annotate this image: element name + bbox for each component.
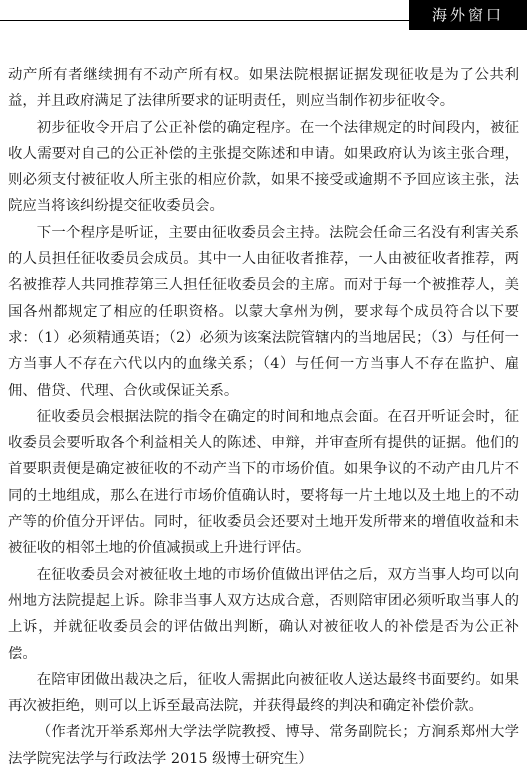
article-paragraph: 在陪审团做出裁决之后，征收人需据此向被征收人送达最终书面要约。如果再次被拒绝，则可以上诉至最高法院，并获得最终的判决和确定补偿价款。 (8, 671, 519, 715)
article-paragraph: 初步征收令开启了公正补偿的确定程序。在一个法律规定的时间段内，被征收人需要对自己的公正补偿的主张提交陈述和申请。如果政府认为该主张合理，则必须支付被征收人所主张的相应价款，如果不接受或逾期不予回应该主张，法院应当将该纠纷提交征收委员会。 (8, 119, 519, 215)
article-body (8, 62, 519, 772)
article-paragraph: 动产所有者继续拥有不动产所有权。如果法院根据证据发现征收是为了公共利益，并且政府满足了法律所要求的证明责任，则应当制作初步征收令。 (8, 67, 519, 110)
article-paragraph: 在征收委员会对被征收土地的市场价值做出评估之后，双方当事人均可以向州地方法院提起上诉。除非当事人双方达成合意，否则陪审团必须听取当事人的上诉，并就征收委员会的评估做出判断，确认对被征收人的补偿是否为公正补偿。 (8, 566, 519, 662)
author-note: （作者沈开举系郑州大学法学院教授、博导、常务副院长；方涧系郑州大学法学院宪法学与行政法学 2015 级博士研究生） (8, 724, 519, 767)
section-label: 海外窗口 (409, 0, 527, 30)
article-paragraph: 征收委员会根据法院的指令在确定的时间和地点会面。在召开听证会时，征收委员会要听取各个利益相关人的陈述、申辩，并审查所有提供的证据。他们的首要职责便是确定被征收的不动产当下的市场价值。如果争议的不动产由几片不同的土地组成，那么在进行市场价值确认时，要将每一片土地以及土地上的不动产等的价值分开评估。同时，征收委员会还要对土地开发所带来的增值收益和未被征收的相邻土地的价值减损或上升进行评估。 (8, 408, 519, 557)
article-paragraph: 下一个程序是听证，主要由征收委员会主持。法院会任命三名没有利害关系的人员担任征收委员会成员。其中一人由征收者推荐，一人由被征收者推荐，两名被推荐人共同推荐第三人担任征收委员会的主席。而对于每一个被推荐人，美国各州都规定了相应的任职资格。以蒙大拿州为例，要求每个成员符合以下要求：（1）必须精通英语；（2）必须为该案法院管辖内的当地居民；（3）与任何一方当事人不存在六代以内的血缘关系；（4）与任何一方当事人不存在监护、雇佣、借贷、代理、合伙或保证关系。 (8, 224, 519, 399)
